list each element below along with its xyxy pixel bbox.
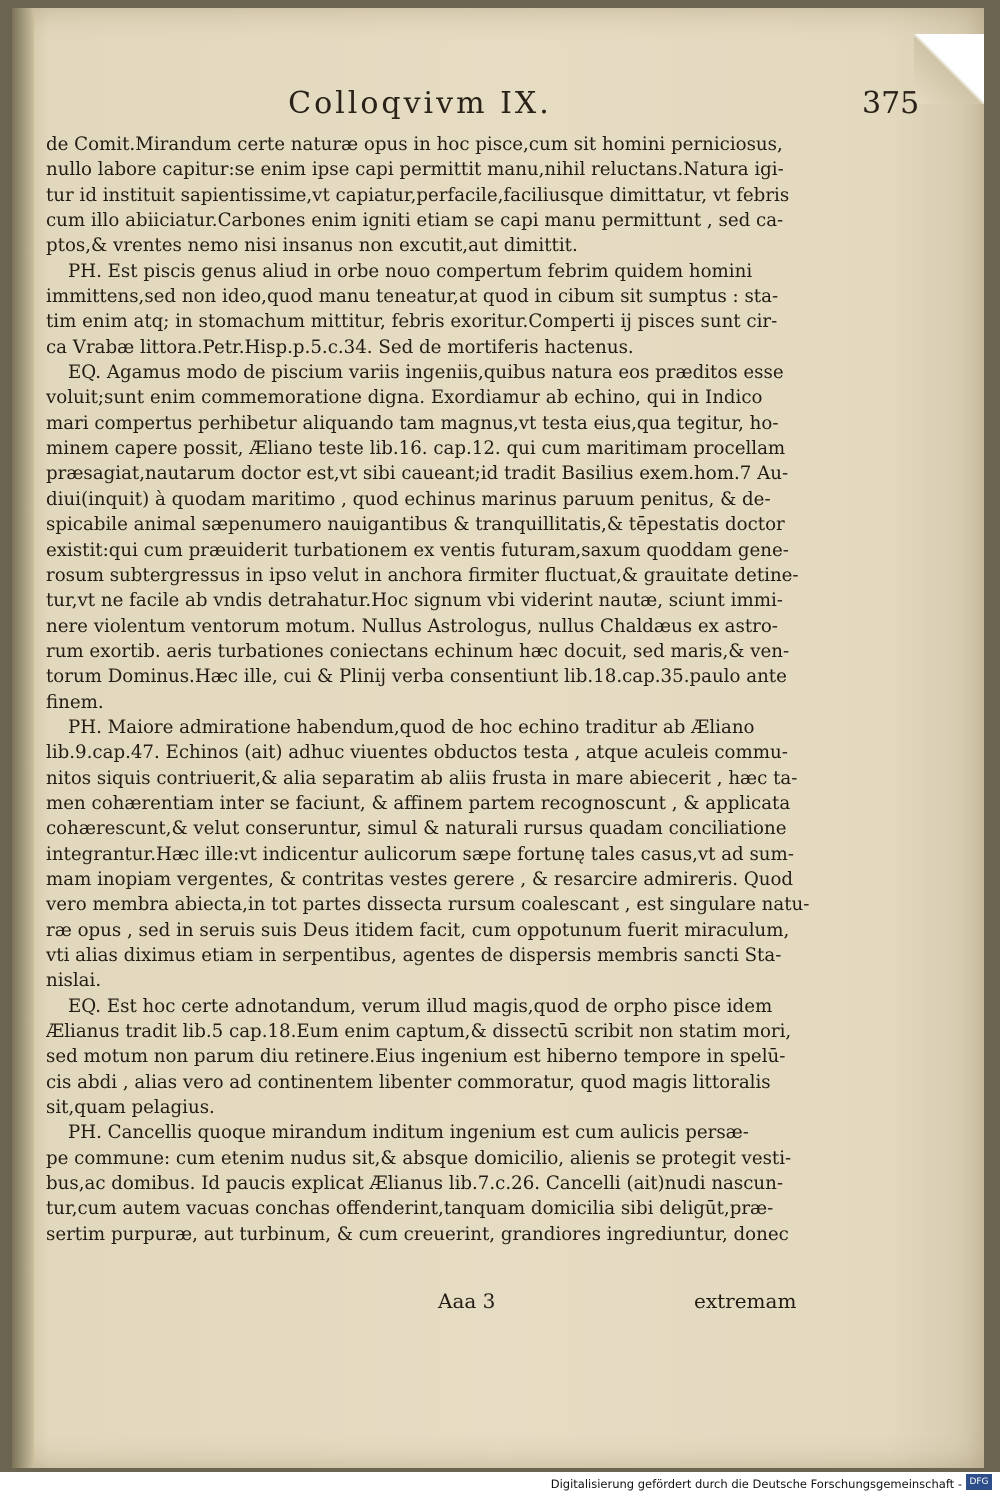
text-line: minem capere possit, Æliano teste lib.16. cap.12. qui cum maritimam procellam <box>46 438 786 460</box>
text-line: pe commune: cum etenim nudus sit,& absque domicilio, alienis se protegit vesti- <box>46 1147 792 1169</box>
folded-corner <box>914 34 984 104</box>
text-line: ræ opus , sed in seruis suis Deus itidem facit, cum oppotunum fuerit miraculum, <box>46 919 790 941</box>
text-line: spicabile animal sæpenumero nauigantibus & tranquillitatis,& tēpestatis doctor <box>46 514 785 536</box>
text-line: sertim purpuræ, aut turbinum, & cum creuerint, grandiores ingrediuntur, donec <box>46 1223 789 1245</box>
text-line: nullo labore capitur:se enim ipse capi permittit manu,nihil reluctans.Natura igi- <box>46 159 784 181</box>
signature-mark: Aaa 3 <box>438 1289 496 1313</box>
text-line: immittens,sed non ideo,quod manu teneatur,at quod in cibum sit sumptus : sta- <box>46 286 779 308</box>
page-footer <box>0 1289 1000 1319</box>
text-line: cis abdi , alias vero ad continentem libenter commoratur, quod magis littoralis <box>46 1071 771 1093</box>
text-line: sed motum non parum diu retinere.Eius ingenium est hiberno tempore in spelū- <box>46 1046 786 1068</box>
text-line: EQ. Est hoc certe adnotandum, verum illud magis,quod de orpho pisce idem <box>68 995 773 1017</box>
text-line: torum Dominus.Hæc ille, cui & Plinij verba consentiunt lib.18.cap.35.paulo ante <box>46 666 787 688</box>
text-line: rosum subtergressus in ipso velut in anchora firmiter fluctuat,& grauitate detine- <box>46 564 799 586</box>
text-line: men cohærentiam inter se faciunt, & affinem partem recognoscunt , & applicata <box>46 792 791 814</box>
text-line: nitos siquis contriuerit,& alia separatim ab aliis frusta in mare abiecerit , hæc ta- <box>46 767 798 789</box>
page-binding-edge <box>12 8 34 1468</box>
text-line: sit,quam pelagius. <box>46 1097 215 1119</box>
text-line: nislai. <box>46 970 102 992</box>
text-line: PH. Maiore admiratione habendum,quod de hoc echino traditur ab Æliano <box>68 716 755 738</box>
text-line: rum exortib. aeris turbationes coniectans echinum hæc docuit, sed maris,& ven- <box>46 640 790 662</box>
text-line: finem. <box>46 691 104 713</box>
text-line: mari compertus perhibetur aliquando tam magnus,vt testa eius,qua tegitur, ho- <box>46 412 779 434</box>
dfg-logo: DFG <box>966 1474 992 1490</box>
text-line: lib.9.cap.47. Echinos (ait) adhuc viuentes obductos testa , atque aculeis commu- <box>46 742 788 764</box>
digitization-credit: Digitalisierung gefördert durch die Deutsche Forschungsgemeinschaft - <box>550 1477 962 1491</box>
text-line: Ælianus tradit lib.5 cap.18.Eum enim captum,& dissectū scribit non statim mori, <box>46 1021 792 1043</box>
text-line: EQ. Agamus modo de piscium variis ingeniis,quibus natura eos præditos esse <box>68 362 784 384</box>
text-line: cum illo abiiciatur.Carbones enim igniti etiam se capi manu permittunt , sed ca- <box>46 210 784 232</box>
text-line: ca Vrabæ littora.Petr.Hisp.p.5.c.34. Sed de mortiferis hactenus. <box>46 336 634 358</box>
text-line: cohærescunt,& velut conseruntur, simul & naturali rursus quadam conciliatione <box>46 818 787 840</box>
text-line: vero membra abiecta,in tot partes dissecta rursum coalescant , est singulare natu- <box>46 894 810 916</box>
text-line: vti alias diximus etiam in serpentibus, agentes de dispersis membris sancti Sta- <box>46 945 782 966</box>
text-line: tur,cum autem vacuas conchas offenderint,tanquam domicilia sibi deligūt,præ- <box>46 1198 774 1220</box>
text-line: tim enim atq; in stomachum mittitur, febris exoritur.Comperti ij pisces sunt cir- <box>46 311 778 333</box>
text-line: nere violentum ventorum motum. Nullus Astrologus, nullus Chaldæus ex astro- <box>46 615 778 637</box>
text-line: integrantur.Hæc ille:vt indicentur aulicorum sæpe fortunę tales casus,vt ad sum- <box>46 843 794 865</box>
page-number: 375 <box>862 86 920 121</box>
text-line: PH. Cancellis quoque mirandum inditum ingenium est cum aulicis persæ- <box>68 1122 749 1144</box>
text-line: voluit;sunt enim commemoratione digna. Exordiamur ab echino, qui in Indico <box>46 387 763 409</box>
body-text <box>46 132 811 1247</box>
text-line: diui(inquit) à quodam maritimo , quod echinus marinus paruum penitus, & de- <box>46 488 771 510</box>
text-line: ptos,& vrentes nemo nisi insanus non excutit,aut dimittit. <box>46 235 578 257</box>
text-line: tur id instituit sapientissime,vt capiatur,perfacile,faciliusque dimittatur, vt febris <box>46 184 790 206</box>
text-line: existit:qui cum præuiderit turbationem ex ventis futuram,saxum quoddam gene- <box>46 539 789 561</box>
text-line: de Comit.Mirandum certe naturæ opus in hoc pisce,cum sit homini perniciosus, <box>46 134 783 155</box>
running-title: Colloqvivm IX. <box>288 86 552 121</box>
text-line: mam inopiam vergentes, & contritas vestes gerere , & resarcire admireris. Quod <box>46 868 794 890</box>
catchword: extremam <box>694 1289 797 1313</box>
text-line: PH. Est piscis genus aliud in orbe nouo compertum febrim quidem homini <box>68 260 753 282</box>
text-line: tur,vt ne facile ab vndis detrahatur.Hoc signum vbi viderint nautæ, sciunt immi- <box>46 590 783 612</box>
text-line: bus,ac domibus. Id paucis explicat Ælianus lib.7.c.26. Cancelli (ait)nudi nascun- <box>46 1173 783 1195</box>
text-line: præsagiat,nautarum doctor est,vt sibi caueant;id tradit Basilius exem.hom.7 Au- <box>46 463 789 485</box>
